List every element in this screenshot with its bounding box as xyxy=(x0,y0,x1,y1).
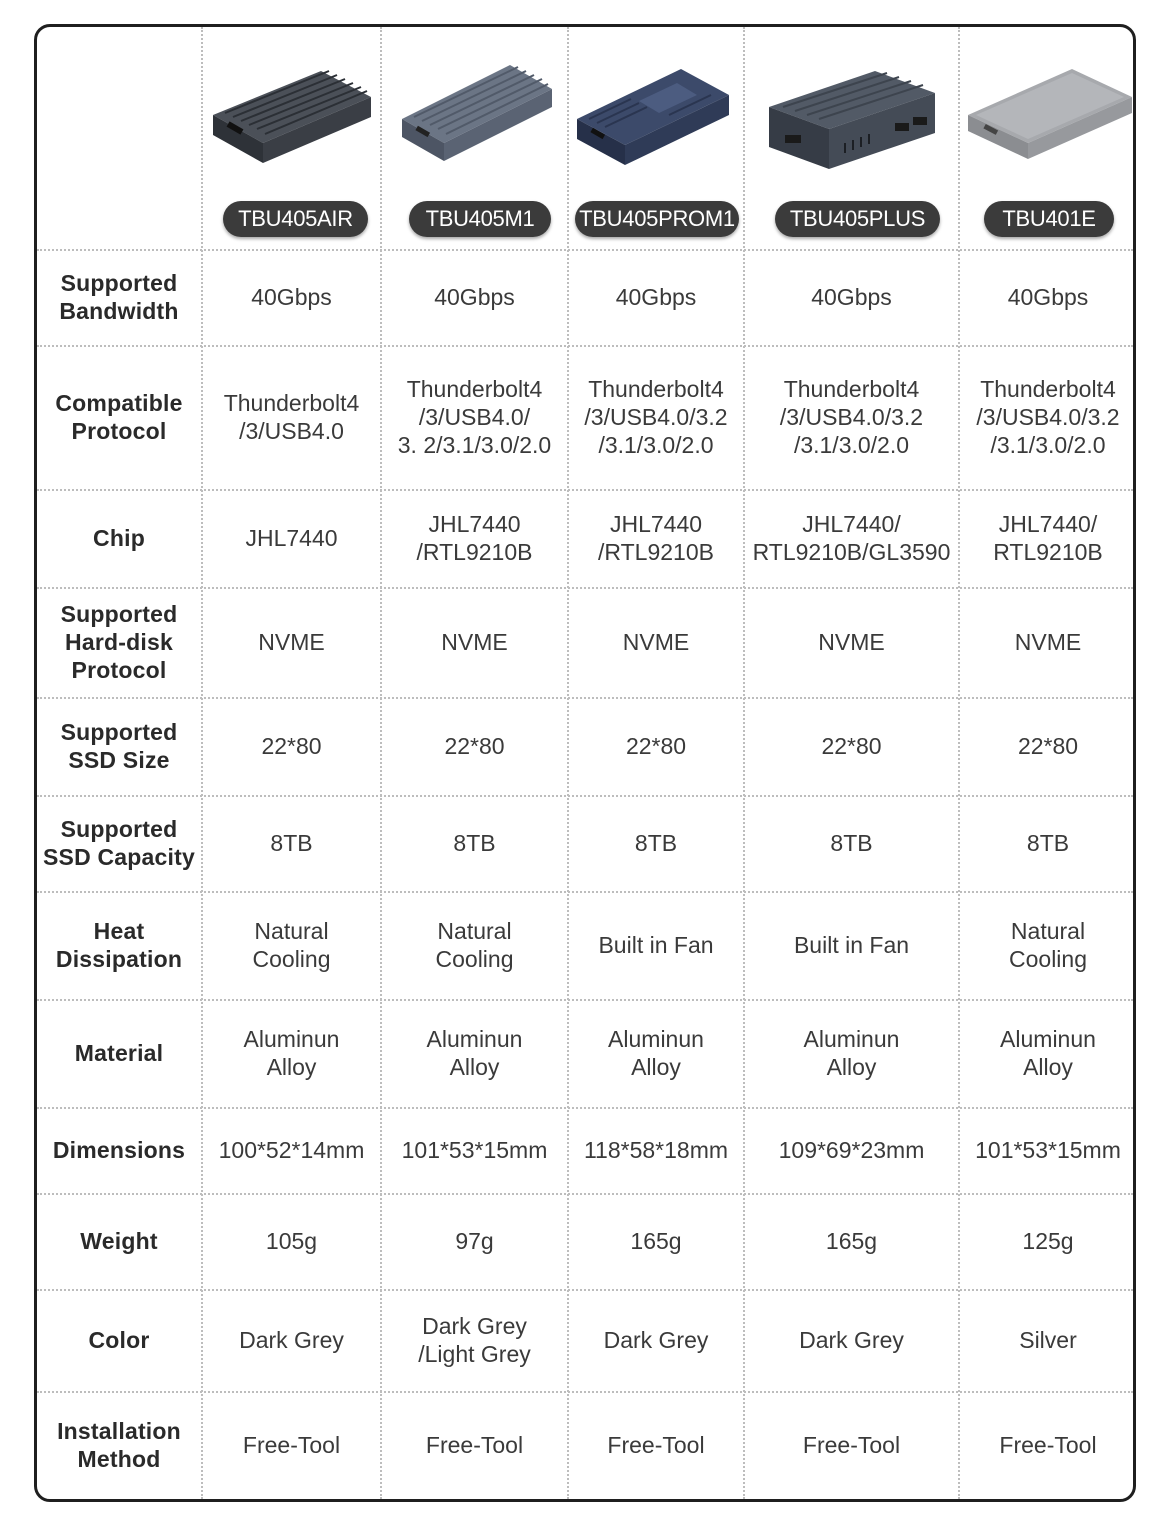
table-cell: JHL7440 /RTL9210B xyxy=(598,511,714,565)
model-badge: TBU405PLUS xyxy=(775,201,940,237)
ssd-enclosure-image xyxy=(745,57,958,197)
table-cell: 8TB xyxy=(453,830,496,856)
model-badge: TBU405PROM1 xyxy=(575,201,739,237)
table-cell: Thunderbolt4 /3/USB4.0/3.2 /3.1/3.0/2.0 xyxy=(584,376,728,458)
table-cell: 109*69*23mm xyxy=(778,1137,925,1163)
table-cell: Thunderbolt4 /3/USB4.0/ 3. 2/3.1/3.0/2.0 xyxy=(397,376,552,458)
row-label: Color xyxy=(88,1327,150,1353)
table-cell: Natural Cooling xyxy=(435,918,514,972)
table-cell: Silver xyxy=(1019,1327,1077,1353)
table-cell: Thunderbolt4 /3/USB4.0/3.2 /3.1/3.0/2.0 xyxy=(976,376,1120,458)
table-cell: Free-Tool xyxy=(999,1432,1097,1458)
table-cell: NVME xyxy=(1014,629,1082,655)
table-cell: Natural Cooling xyxy=(1009,918,1087,972)
table-cell: Free-Tool xyxy=(607,1432,705,1458)
table-cell: JHL7440 xyxy=(245,525,338,551)
model-badge: TBU405AIR xyxy=(223,201,368,237)
table-cell: Built in Fan xyxy=(598,932,714,958)
table-cell: Thunderbolt4 /3/USB4.0/3.2 /3.1/3.0/2.0 xyxy=(779,376,924,458)
table-cell: Built in Fan xyxy=(793,932,910,958)
table-cell: Natural Cooling xyxy=(252,918,331,972)
table-cell: 97g xyxy=(455,1228,494,1254)
ssd-enclosure-image xyxy=(203,57,380,197)
row-label: Weight xyxy=(80,1228,158,1254)
row-label: Supported SSD Size xyxy=(60,719,178,773)
table-cell: 100*52*14mm xyxy=(218,1137,365,1163)
table-cell: NVME xyxy=(818,629,885,655)
product-header xyxy=(203,27,380,249)
table-cell: Free-Tool xyxy=(242,1432,341,1458)
ssd-enclosure-image xyxy=(569,57,743,197)
table-cell: Aluminun Alloy xyxy=(426,1026,523,1080)
ssd-enclosure-image xyxy=(382,57,567,197)
table-cell: Free-Tool xyxy=(802,1432,901,1458)
table-cell: Aluminun Alloy xyxy=(243,1026,340,1080)
table-cell: JHL7440 /RTL9210B xyxy=(416,511,533,565)
table-cell: NVME xyxy=(258,629,325,655)
table-cell: 125g xyxy=(1022,1228,1074,1254)
table-cell: Dark Grey xyxy=(239,1327,344,1353)
table-cell: Free-Tool xyxy=(425,1432,524,1458)
row-label: Installation Method xyxy=(57,1418,181,1472)
row-label: Supported Bandwidth xyxy=(59,270,179,324)
table-cell: 101*53*15mm xyxy=(401,1137,548,1163)
product-header xyxy=(745,27,958,249)
table-cell: JHL7440/ RTL9210B/GL3590 xyxy=(752,511,951,565)
table-cell: 118*58*18mm xyxy=(583,1137,729,1163)
table-cell: Dark Grey /Light Grey xyxy=(418,1313,531,1367)
table-cell: 22*80 xyxy=(821,733,882,759)
row-label: Heat Dissipation xyxy=(55,918,183,972)
table-cell: 101*53*15mm xyxy=(975,1137,1121,1163)
table-cell: 165g xyxy=(630,1228,682,1254)
table-cell: 40Gbps xyxy=(251,284,332,310)
table-cell: 8TB xyxy=(270,830,313,856)
table-cell: 22*80 xyxy=(1017,733,1079,759)
row-label: Dimensions xyxy=(52,1137,186,1163)
row-label: Supported Hard-disk Protocol xyxy=(60,601,178,683)
table-cell: 40Gbps xyxy=(434,284,515,310)
row-label: Material xyxy=(74,1040,164,1066)
table-cell: Aluminun Alloy xyxy=(608,1026,704,1080)
table-cell: JHL7440/ RTL9210B xyxy=(993,511,1103,565)
product-header xyxy=(960,27,1136,249)
product-header xyxy=(382,27,567,249)
table-cell: NVME xyxy=(622,629,690,655)
row-label: Compatible Protocol xyxy=(55,390,183,444)
table-cell: 22*80 xyxy=(625,733,687,759)
model-badge: TBU405M1 xyxy=(409,201,551,237)
table-cell: 8TB xyxy=(830,830,873,856)
table-cell: 105g xyxy=(265,1228,318,1254)
table-cell: 165g xyxy=(825,1228,878,1254)
ssd-enclosure-image xyxy=(960,57,1136,197)
table-cell: 8TB xyxy=(1026,830,1070,856)
table-cell: 8TB xyxy=(634,830,678,856)
model-badge: TBU401E xyxy=(984,201,1114,237)
table-cell: 40Gbps xyxy=(615,284,697,310)
table-cell: 22*80 xyxy=(261,733,322,759)
comparison-table xyxy=(34,24,1136,1502)
table-cell: Aluminun Alloy xyxy=(803,1026,900,1080)
table-cell: NVME xyxy=(441,629,508,655)
row-label: Supported SSD Capacity xyxy=(43,816,195,870)
table-cell: 22*80 xyxy=(444,733,505,759)
row-label: Chip xyxy=(93,525,145,551)
table-cell: Thunderbolt4 /3/USB4.0 xyxy=(223,390,360,444)
product-header xyxy=(569,27,743,249)
table-cell: 40Gbps xyxy=(811,284,892,310)
table-cell: Aluminun Alloy xyxy=(1000,1026,1096,1080)
table-cell: 40Gbps xyxy=(1007,284,1089,310)
table-cell: Dark Grey xyxy=(799,1327,904,1353)
table-cell: Dark Grey xyxy=(603,1327,709,1353)
